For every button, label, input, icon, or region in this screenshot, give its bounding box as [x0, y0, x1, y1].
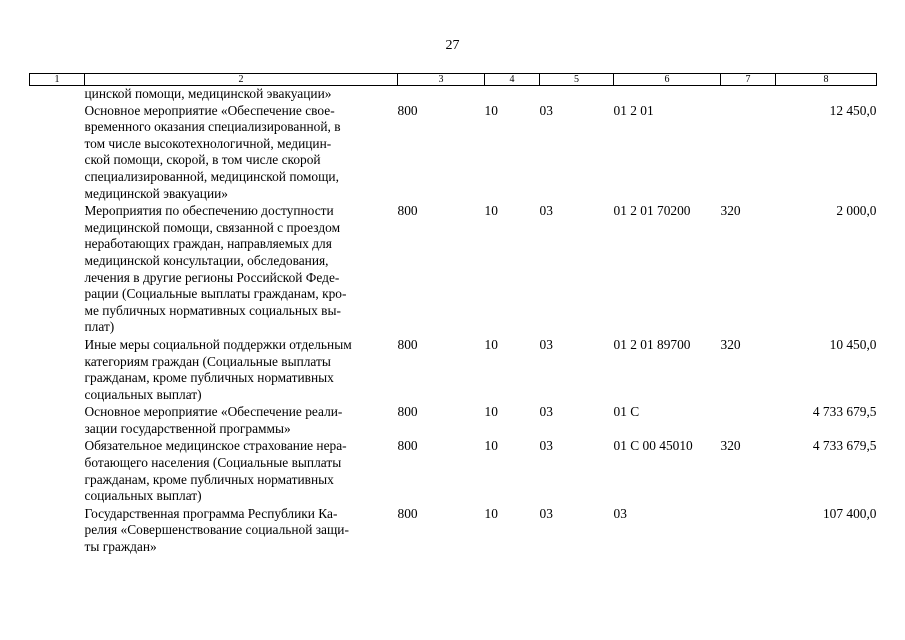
row-section: 10 — [484, 505, 498, 521]
row-section: 10 — [484, 336, 498, 352]
row-admin-code: 800 — [397, 336, 418, 352]
table-row — [30, 438, 877, 505]
column-header-5: 5 — [540, 74, 614, 86]
column-header-2: 2 — [85, 74, 398, 86]
row-target-article: 01 С — [613, 404, 640, 420]
row-name: Государственная программа Республики Ка- релия «Совершенствование социальной защи- ты граждан» — [84, 505, 349, 555]
row-name: Мероприятия по обеспечению доступности медицинской помощи, связанной с проездом неработающих граждан, направляемых для медицинской консультации, обследования, лечения в другие регионы Российской Феде- рации (Социальные выплаты гражданам, кро- ме публичных нормативных социальных вы- плат) — [84, 203, 347, 335]
row-expense-type — [721, 506, 776, 557]
row-admin-code: 800 — [397, 438, 418, 454]
row-number-cell — [30, 404, 85, 438]
budget-table — [29, 73, 877, 557]
row-name: Основное мероприятие «Обеспечение реали- зации государственной программы» — [84, 404, 343, 436]
row-subsection: 03 — [539, 203, 553, 219]
row-expense-type — [721, 404, 776, 438]
row-number-cell — [30, 203, 85, 337]
row-section: 10 — [484, 404, 498, 420]
row-amount: 4 733 679,5 — [812, 404, 877, 420]
table-row — [30, 337, 877, 404]
row-admin-code: 800 — [397, 102, 418, 118]
column-header-8: 8 — [776, 74, 877, 86]
column-header-3: 3 — [398, 74, 485, 86]
row-number-cell — [30, 337, 85, 404]
row-section: 10 — [484, 203, 498, 219]
row-expense-type: 320 — [720, 203, 741, 219]
row-subsection: 03 — [539, 505, 553, 521]
row-name: Иные меры социальной поддержки отдельным категориям граждан (Социальные выплаты гражданам, кроме публичных нормативных социальных выплат) — [84, 336, 352, 402]
row-admin-code: 800 — [397, 404, 418, 420]
row-name: Основное мероприятие «Обеспечение свое- временного оказания специализированной, в том числе высокотехнологичной, медицин- ской помощи, скорой, в том числе скорой специализированной, медицинской помощи, медицинской эвакуации» — [84, 102, 341, 201]
table-row — [30, 404, 877, 438]
row-subsection: 03 — [539, 336, 553, 352]
table-row — [30, 203, 877, 337]
column-number-row — [30, 74, 877, 86]
row-expense-type — [721, 103, 776, 204]
row-subsection: 03 — [539, 404, 553, 420]
row-target-article: 01 2 01 70200 — [613, 203, 691, 219]
continuation-text: цинской помощи, медицинской эвакуации» — [84, 86, 332, 101]
table-body — [30, 86, 877, 557]
row-amount: 4 733 679,5 — [812, 438, 877, 454]
column-header-1: 1 — [30, 74, 85, 86]
row-target-article: 01 С 00 45010 — [613, 438, 693, 454]
row-section: 10 — [484, 438, 498, 454]
column-header-4: 4 — [485, 74, 540, 86]
row-subsection: 03 — [539, 102, 553, 118]
column-header-6: 6 — [614, 74, 721, 86]
table-row — [30, 103, 877, 204]
row-admin-code: 800 — [397, 203, 418, 219]
row-name: Обязательное медицинское страхование нера- ботающего населения (Социальные выплаты гражданам, кроме публичных нормативных социальных выплат) — [84, 438, 347, 504]
row-expense-type: 320 — [720, 336, 741, 352]
column-header-7: 7 — [721, 74, 776, 86]
continuation-row — [30, 86, 877, 103]
row-target-article: 01 2 01 89700 — [613, 336, 691, 352]
row-number-cell — [30, 506, 85, 557]
row-expense-type: 320 — [720, 438, 741, 454]
row-admin-code: 800 — [397, 505, 418, 521]
table-header — [30, 74, 877, 86]
row-amount: 2 000,0 — [836, 203, 877, 219]
page-number: 27 — [445, 38, 460, 53]
row-number-cell — [30, 438, 85, 505]
row-target-article: 03 — [613, 505, 627, 521]
row-subsection: 03 — [539, 438, 553, 454]
row-amount: 12 450,0 — [829, 102, 877, 118]
row-amount: 107 400,0 — [822, 505, 877, 521]
row-amount: 10 450,0 — [829, 336, 877, 352]
table-row — [30, 506, 877, 557]
row-target-article: 01 2 01 — [613, 102, 654, 118]
row-number-cell — [30, 103, 85, 204]
row-section: 10 — [484, 102, 498, 118]
